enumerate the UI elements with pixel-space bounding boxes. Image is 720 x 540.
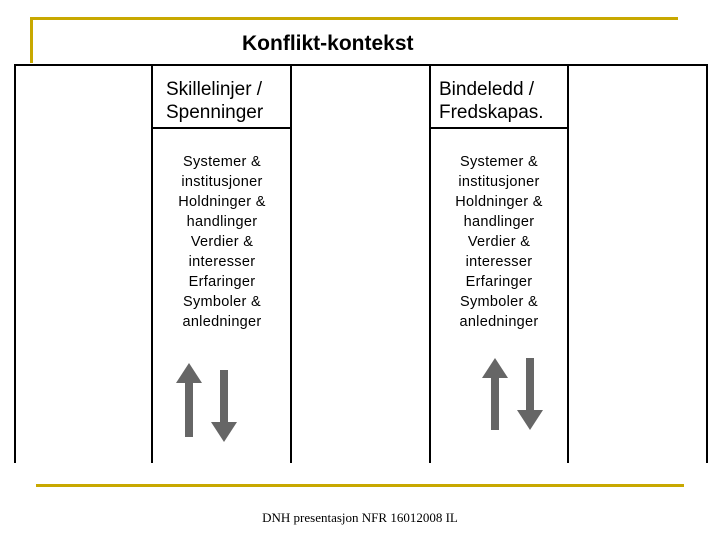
arrow-down-icon [211,370,237,442]
list-item: interesser [465,254,533,270]
list-item: Symboler & [183,294,261,310]
decorative-frame-top [30,17,678,20]
list-item: anledninger [182,314,262,330]
footer-text: DNH presentasjon NFR 16012008 IL [262,510,458,525]
arrow-up-icon [176,363,202,437]
header-underline-right [429,127,569,129]
decorative-frame-left [30,17,33,63]
list-item: institusjoner [458,174,540,190]
footer-divider [36,484,684,487]
arrow-up-icon [482,358,508,430]
page-title: Konflikt-kontekst [242,32,414,55]
column-list-left [152,152,292,332]
column-header-right [439,78,544,124]
column-header-left [166,78,263,124]
list-item: institusjoner [181,174,263,190]
table-border-right [706,64,708,463]
column-header-line: Spenninger [166,102,264,123]
header-underline-left [151,127,292,129]
list-item: Systemer & [183,154,261,170]
list-item: Systemer & [460,154,538,170]
table-border-left [14,64,16,463]
column-list-right [429,152,569,332]
arrow-down-icon [517,358,543,430]
list-item: Verdier & [467,234,531,250]
list-item: Verdier & [190,234,254,250]
column-header-line: Fredskapas. [439,102,544,123]
list-item: Holdninger & [455,194,543,210]
table-top-border [14,64,708,66]
list-item: Holdninger & [178,194,266,210]
column-header-line: Bindeledd / [439,79,535,100]
list-item: Symboler & [460,294,538,310]
list-item: Erfaringer [188,274,256,290]
list-item: handlinger [463,214,535,230]
list-item: Erfaringer [465,274,533,290]
list-item: handlinger [186,214,258,230]
list-item: interesser [188,254,256,270]
column-header-line: Skillelinjer / [166,79,263,100]
list-item: anledninger [459,314,539,330]
